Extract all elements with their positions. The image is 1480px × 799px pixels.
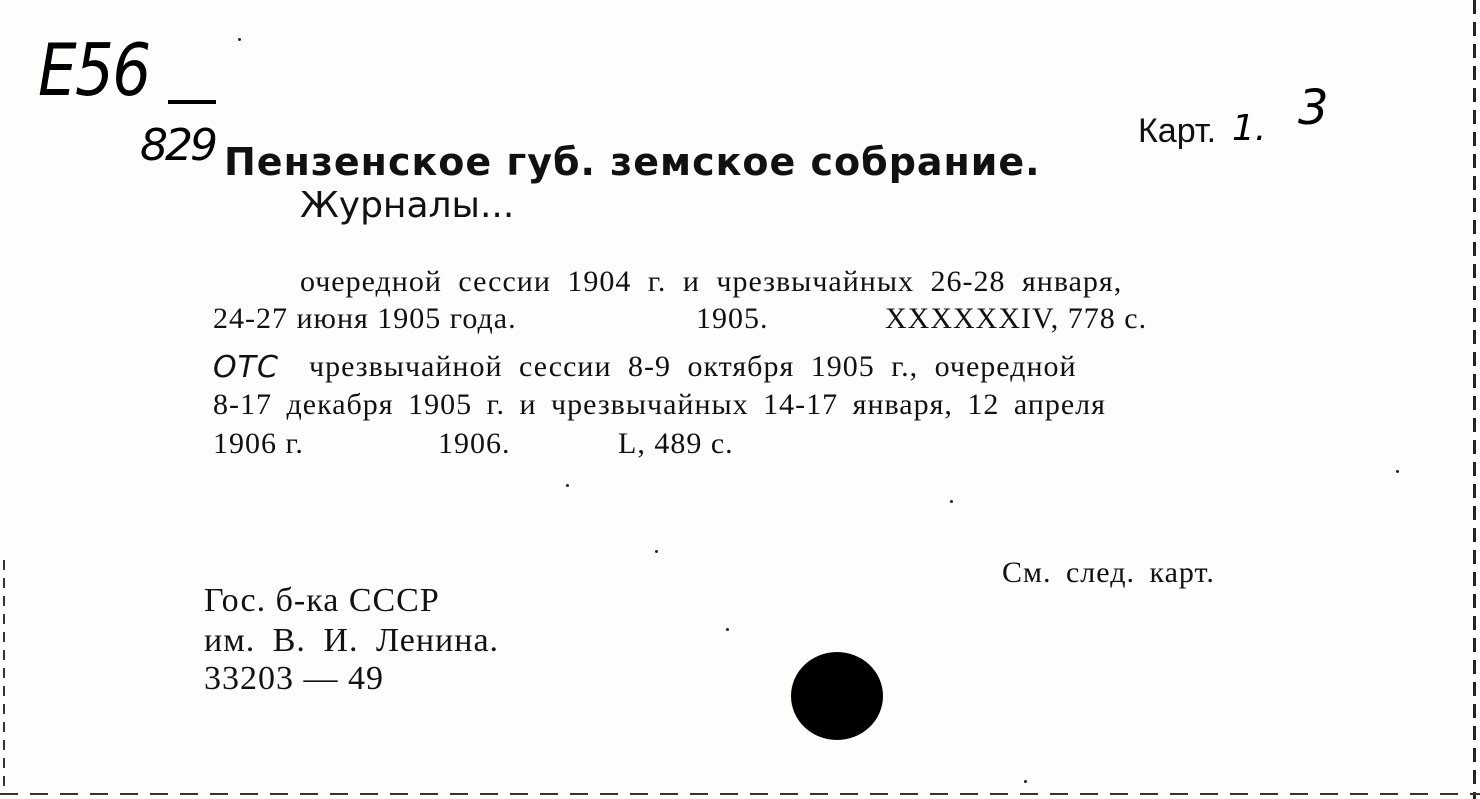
handwritten-shelfmark: E56 [38, 28, 150, 112]
card-right-edge [1473, 0, 1476, 799]
library-name-line-2: им. В. И. Ленина. [204, 622, 500, 659]
speck [1024, 780, 1027, 783]
catalog-heading: Пензенское губ. земское собрание. [224, 140, 1041, 184]
catalog-subheading: Журналы... [300, 185, 515, 226]
description-line-5-date: 1906 г. [213, 427, 304, 460]
speck [726, 628, 729, 631]
struck-card-number: 1. [1232, 108, 1267, 149]
description-line-3-text: чрезвычайной сессии 8-9 октября 1905 г., очередной [309, 350, 1077, 383]
handwritten-card-number: 3 [1298, 80, 1329, 136]
card-left-edge [3, 560, 5, 790]
description-line-2-pages: XXXXXXIV, 778 с. [885, 302, 1148, 335]
handwritten-otc-mark: OTC [213, 350, 279, 385]
description-line-1: очередной сессии 1904 г. и чрезвычайных 26-28 января, [300, 265, 1123, 298]
speck [1396, 470, 1399, 473]
description-line-4: 8-17 декабря 1905 г. и чрезвычайных 14-17 января, 12 апреля [213, 388, 1106, 421]
description-line-2-dates: 24-27 июня 1905 года. [213, 302, 517, 335]
card-bottom-edge [0, 793, 1480, 795]
description-line-5-year: 1906. [438, 427, 511, 460]
library-name-line-1: Гос. б-ка СССР [204, 582, 440, 619]
speck [566, 484, 569, 487]
library-order-number: 33203 — 49 [204, 660, 384, 697]
card-label: Карт. [1138, 112, 1217, 150]
see-next-card: См. след. карт. [1002, 556, 1215, 589]
description-line-2-year: 1905. [696, 302, 769, 335]
speck [655, 550, 658, 553]
shelfmark-underline [168, 100, 216, 104]
speck [950, 500, 953, 503]
handwritten-entry-number: 829 [140, 120, 215, 171]
speck [238, 38, 241, 41]
punch-hole [791, 652, 883, 740]
description-line-5-pages: L, 489 с. [618, 427, 734, 460]
